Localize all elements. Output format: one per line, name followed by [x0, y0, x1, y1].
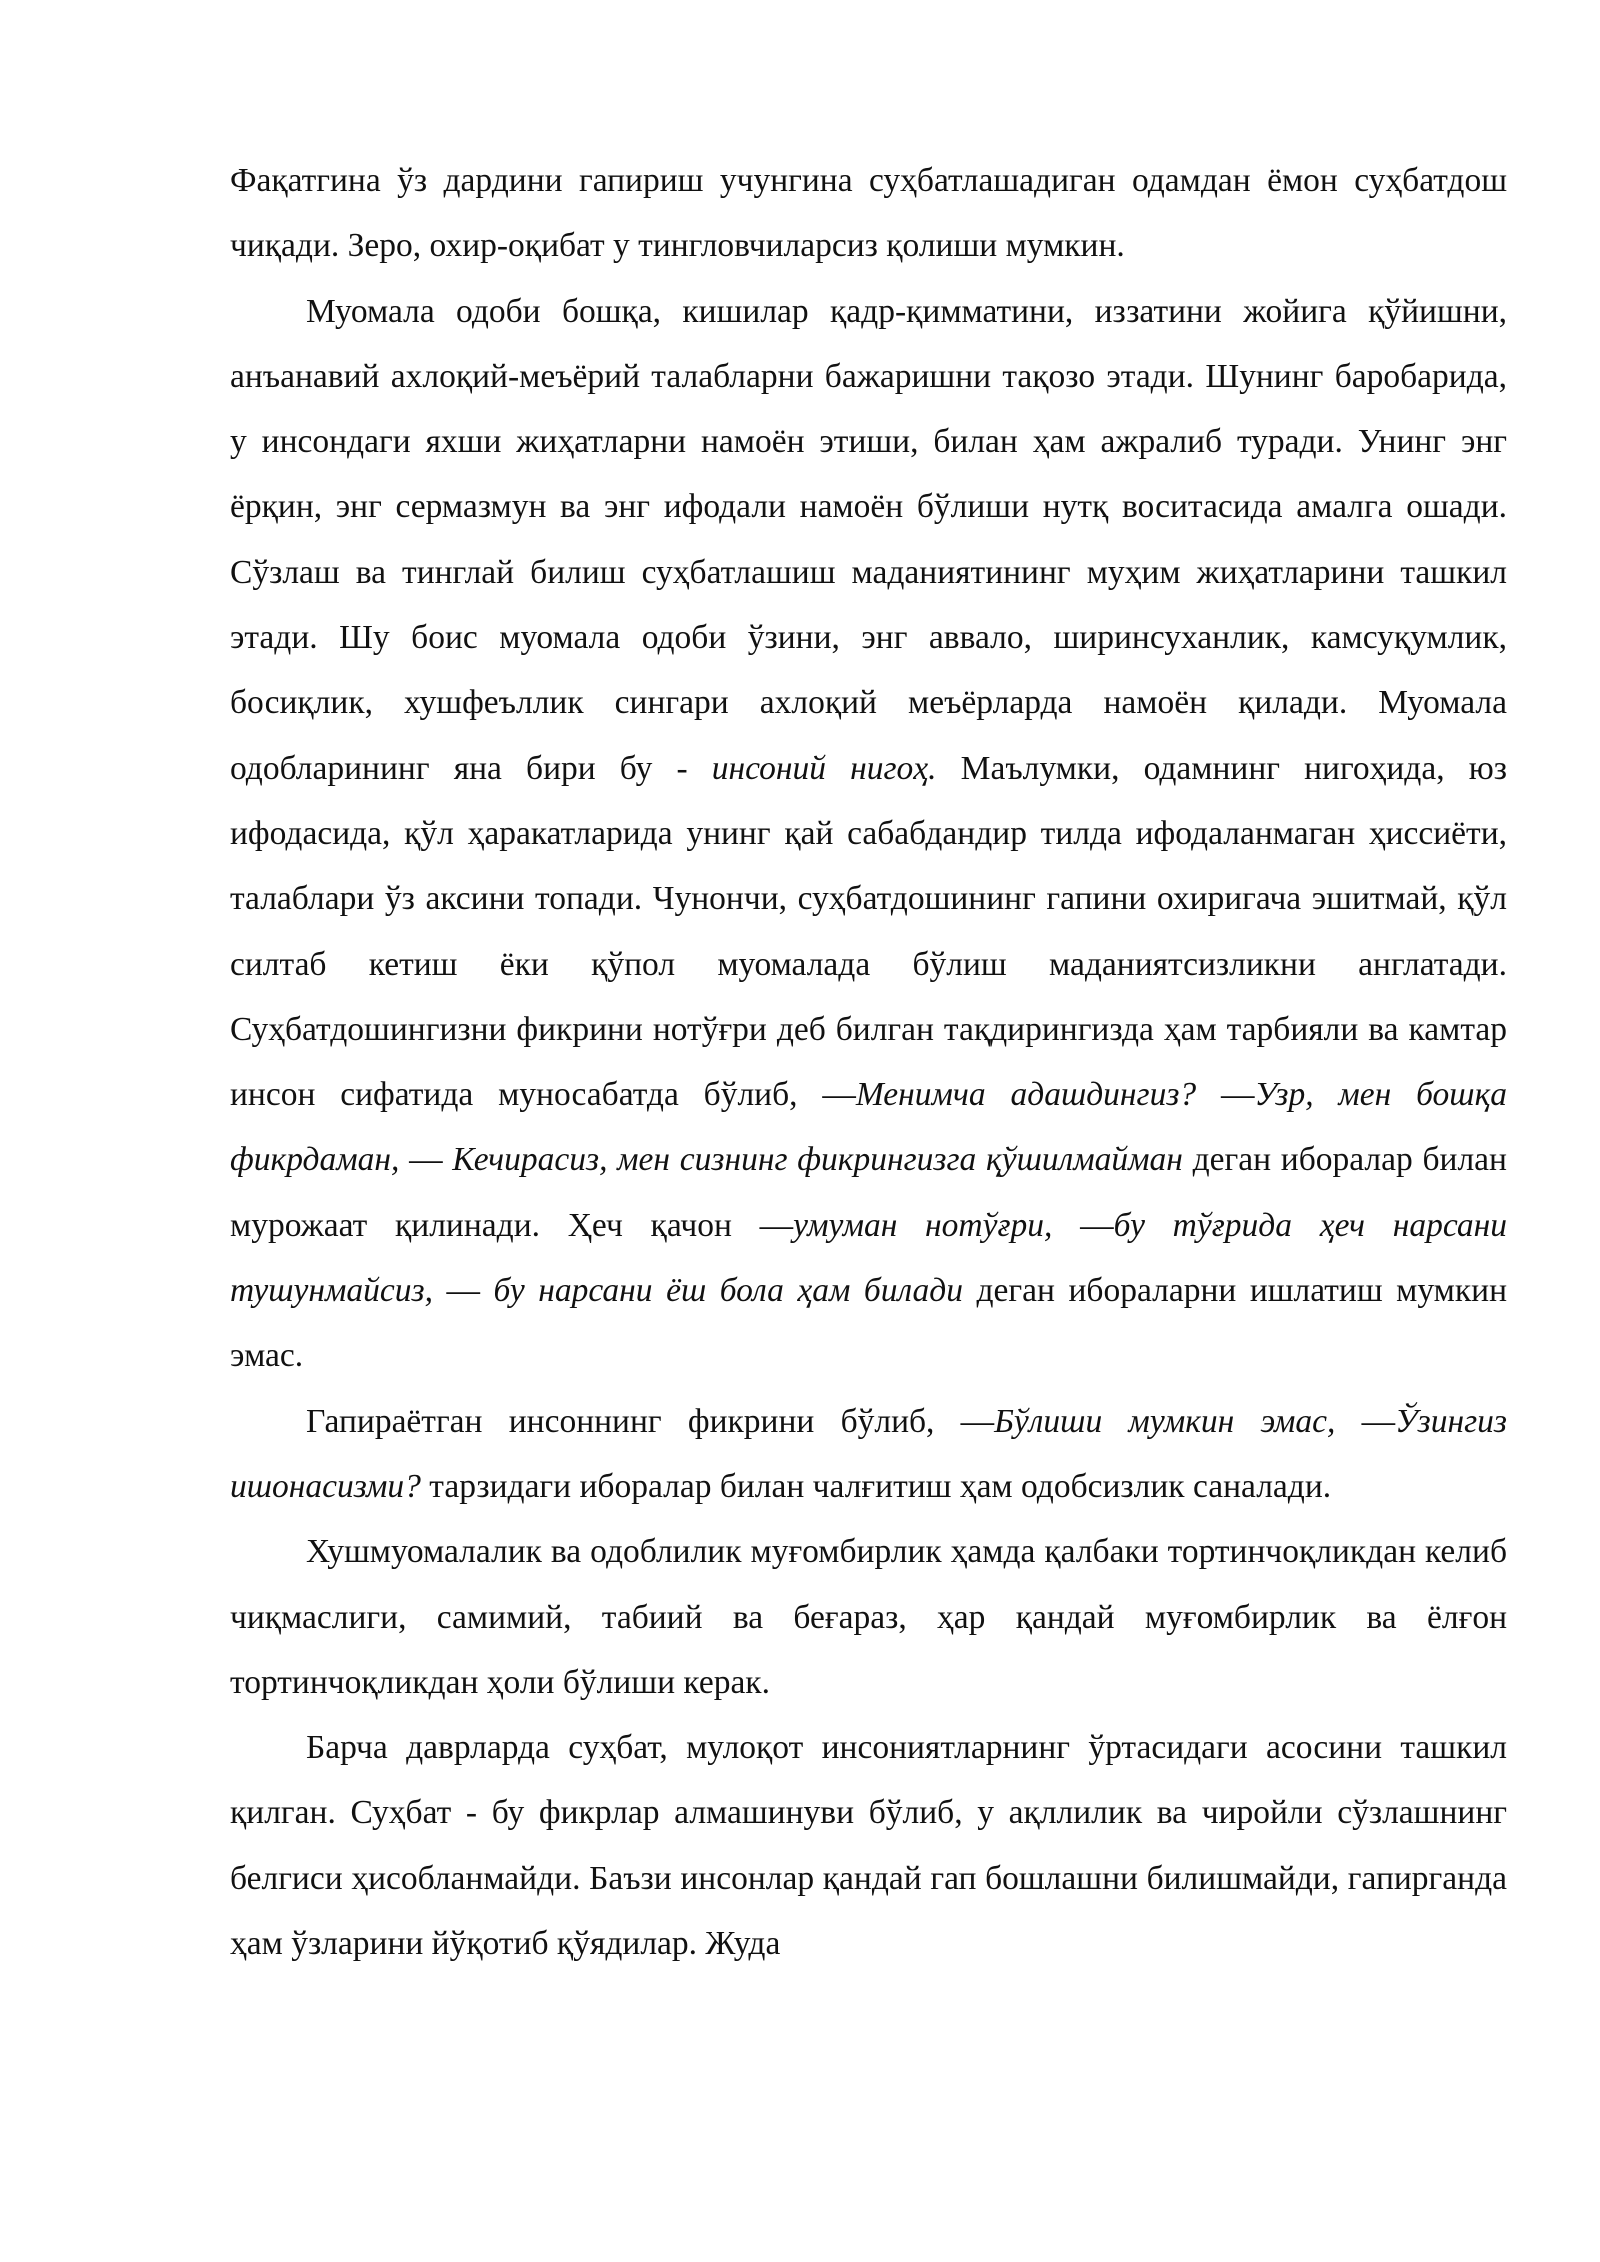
- paragraph-3-italic-1: ―Бўлиши мумкин эмас, ―Ўзингиз ишонасизми?: [230, 1402, 1507, 1505]
- paragraph-2-italic-2: ―Менимча адашдингиз? ―Узр, мен бошқа фикрдаман, ― Кечирасиз, мен сизнинг фикрингизга қўшилмайман: [230, 1076, 1507, 1179]
- paragraph-4-text: Хушмуомалалик ва одоблилик муғомбирлик ҳамда қалбаки тортинчоқликдан келиб чиқмаслиги, самимий, табиий ва беғараз, ҳар қандай муғомбирлик ва ёлғон тортинчоқликдан ҳоли бўлиши керак.: [230, 1533, 1507, 1701]
- paragraph-5: [230, 1715, 1507, 1976]
- paragraph-3-text-1: Гапираётган инсоннинг фикрини бўлиб,: [306, 1402, 961, 1440]
- document-page: [230, 148, 1507, 1976]
- paragraph-2: [230, 279, 1507, 1389]
- paragraph-2-italic-1: инсоний нигоҳ.: [711, 749, 937, 787]
- paragraph-2-text-1: Муомала одоби бошқа, кишилар қадр-қимматини, иззатини жойига қўйишни, анъанавий ахлоқий-меъёрий талабларни бажаришни тақозо этади. Шунинг баробарида, у инсондаги яхши жиҳатларни намоён этиши, билан ҳам ажралиб туради. Унинг энг ёрқин, энг сермазмун ва энг ифодали намоён бўлиши нутқ воситасида амалга ошади. Сўзлаш ва тинглай билиш суҳбатлашиш маданиятининг муҳим жиҳатларини ташкил этади. Шу боис муомала одоби ўзини, энг аввало, ширинсуханлик, камсуқумлик, босиқлик, хушфеъллик сингари ахлоқий меъёрларда намоён қилади. Муомала одобларининг яна бири бу -: [230, 292, 1507, 787]
- paragraph-3: [230, 1389, 1507, 1520]
- paragraph-3-text-2: тарзидаги иборалар билан чалғитиш ҳам одобсизлик саналади.: [420, 1467, 1332, 1505]
- paragraph-2-italic-3: ―умуман нотўғри, ―бу тўғрида ҳеч нарсани тушунмайсиз, ― бу нарсани ёш бола ҳам билади: [230, 1206, 1507, 1310]
- paragraph-5-text: Барча даврларда суҳбат, мулоқот инсониятларнинг ўртасидаги асосини ташкил қилган. Суҳбат - бу фикрлар алмашинуви бўлиб, у ақллилик ва чиройли сўзлашнинг белгиси ҳисобланмайди. Баъзи инсонлар қандай гап бошлашни билишмайди, гапирганда ҳам ўзларини йўқотиб қўядилар. Жуда: [230, 1729, 1507, 1963]
- paragraph-1: [230, 148, 1507, 279]
- paragraph-2-text-3: деган иборалар билан мурожаат қилинади. Ҳеч қачон: [230, 1141, 1507, 1244]
- paragraph-4: [230, 1519, 1507, 1715]
- paragraph-1-text: Фақатгина ўз дардини гапириш учунгина суҳбатлашадиган одамдан ёмон суҳбатдош чиқади. Зеро, охир-оқибат у тингловчиларсиз қолиши мумкин.: [230, 162, 1507, 265]
- paragraph-2-text-4: деган ибораларни ишлатиш мумкин эмас.: [230, 1272, 1507, 1375]
- paragraph-2-text-2: Маълумки, одамнинг нигоҳида, юз ифодасида, қўл ҳаракатларида унинг қай сабабдандир тилда ифодаланмаган ҳиссиёти, талаблари ўз аксини топади. Чунончи, суҳбатдошининг гапини охиригача эшитмай, қўл силтаб кетиш ёки қўпол муомалада бўлиш маданиятсизликни англатади. Суҳбатдошингизни фикрини нотўғри деб билган тақдирингизда ҳам тарбияли ва камтар инсон сифатида муносабатда бўлиб,: [230, 749, 1507, 1114]
